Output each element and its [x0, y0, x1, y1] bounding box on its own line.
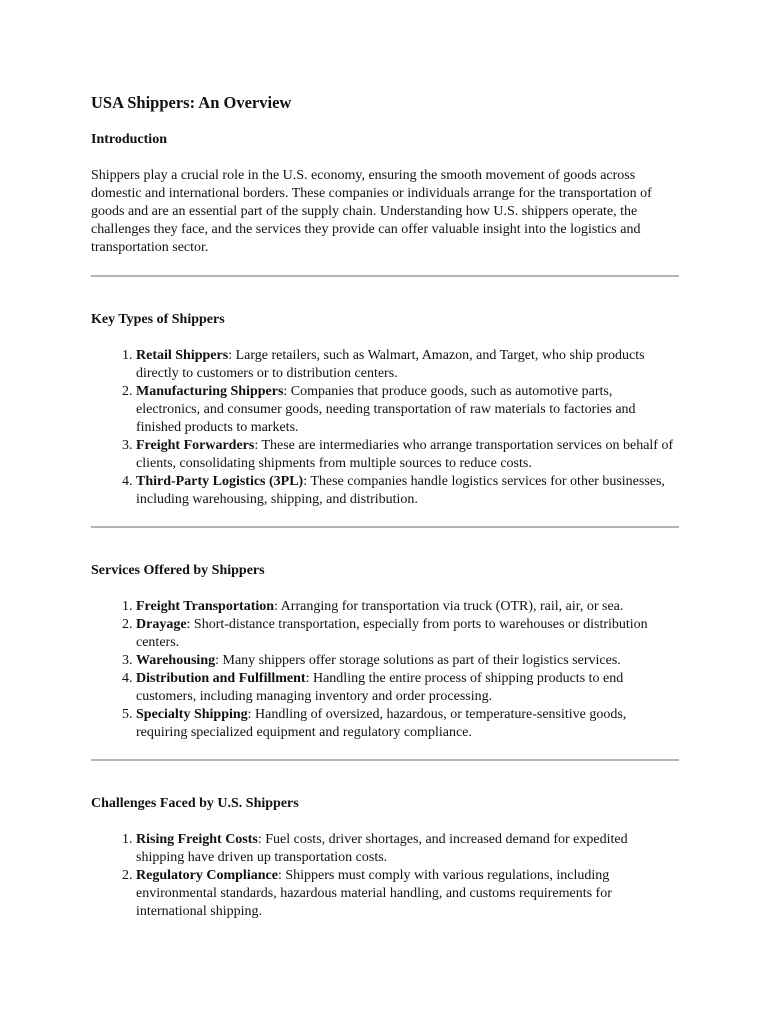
intro-paragraph: Shippers play a crucial role in the U.S. economy, ensuring the smooth movement of goods across domestic and international borders. These companies or individuals arrange for the transportation of goods and are an essential part of the supply chain. Understanding how U.S. shippers operate, the challenges they face, and the services they provide can offer valuable insight into the logistics and transportation sector. — [91, 168, 652, 255]
list-item-term: Third-Party Logistics (3PL) — [136, 474, 304, 489]
list-item-desc: : Arranging for transportation via truck (OTR), rail, air, or sea. — [274, 599, 624, 614]
list-item-desc: : Companies that produce goods, such as automotive parts, electronics, and consumer goods, needing transportation of raw materials to factories and finished products to markets. — [136, 384, 636, 435]
list-item — [136, 831, 679, 867]
section-divider — [91, 526, 679, 528]
key-types-list — [91, 347, 679, 509]
list-item — [136, 670, 679, 706]
section-heading-services: Services Offered by Shippers — [91, 563, 265, 578]
list-item — [136, 598, 679, 616]
list-item-term: Freight Transportation — [136, 599, 275, 614]
list-item — [136, 652, 679, 670]
list-item-term: Retail Shippers — [136, 348, 229, 363]
list-item — [136, 867, 679, 921]
document-title: USA Shippers: An Overview — [91, 93, 292, 112]
list-item-term: Specialty Shipping — [136, 707, 248, 722]
list-item-desc: : Shippers must comply with various regulations, including environmental standards, hazardous material handling, and customs requirements for international shipping. — [136, 868, 612, 919]
list-item-desc: : Fuel costs, driver shortages, and increased demand for expedited shipping have driven up transportation costs. — [136, 832, 628, 865]
list-item-term: Manufacturing Shippers — [136, 384, 284, 399]
section-divider — [91, 275, 679, 277]
list-item-desc: : Handling the entire process of shipping products to end customers, including managing inventory and order processing. — [136, 671, 624, 704]
list-item — [136, 347, 679, 383]
services-list — [91, 598, 679, 742]
list-item-term: Distribution and Fulfillment — [136, 671, 306, 686]
challenges-list — [91, 831, 679, 921]
list-item-desc: : These companies handle logistics services for other businesses, including warehousing, shipping, and distribution. — [136, 474, 665, 507]
list-item-desc: : Many shippers offer storage solutions as part of their logistics services. — [215, 653, 621, 668]
intro-heading: Introduction — [91, 132, 167, 147]
list-item-term: Rising Freight Costs — [136, 832, 258, 847]
list-item-term: Regulatory Compliance — [136, 868, 278, 883]
list-item — [136, 383, 679, 437]
section-heading-key-types: Key Types of Shippers — [91, 312, 225, 327]
list-item-desc: : These are intermediaries who arrange transportation services on behalf of clients, consolidating shipments from multiple sources to reduce costs. — [136, 438, 674, 471]
section-heading-challenges: Challenges Faced by U.S. Shippers — [91, 796, 299, 811]
list-item — [136, 437, 679, 473]
list-item — [136, 616, 679, 652]
list-item-term: Warehousing — [136, 653, 216, 668]
document-page — [91, 92, 679, 921]
list-item-desc: : Large retailers, such as Walmart, Amazon, and Target, who ship products directly to customers or to distribution centers. — [136, 348, 645, 381]
list-item — [136, 473, 679, 509]
section-divider — [91, 759, 679, 761]
list-item-term: Freight Forwarders — [136, 438, 255, 453]
list-item-desc: : Short-distance transportation, especially from ports to warehouses or distribution centers. — [136, 617, 648, 650]
list-item — [136, 706, 679, 742]
list-item-desc: : Handling of oversized, hazardous, or temperature-sensitive goods, requiring specialized equipment and regulatory compliance. — [136, 707, 627, 740]
list-item-term: Drayage — [136, 617, 187, 632]
